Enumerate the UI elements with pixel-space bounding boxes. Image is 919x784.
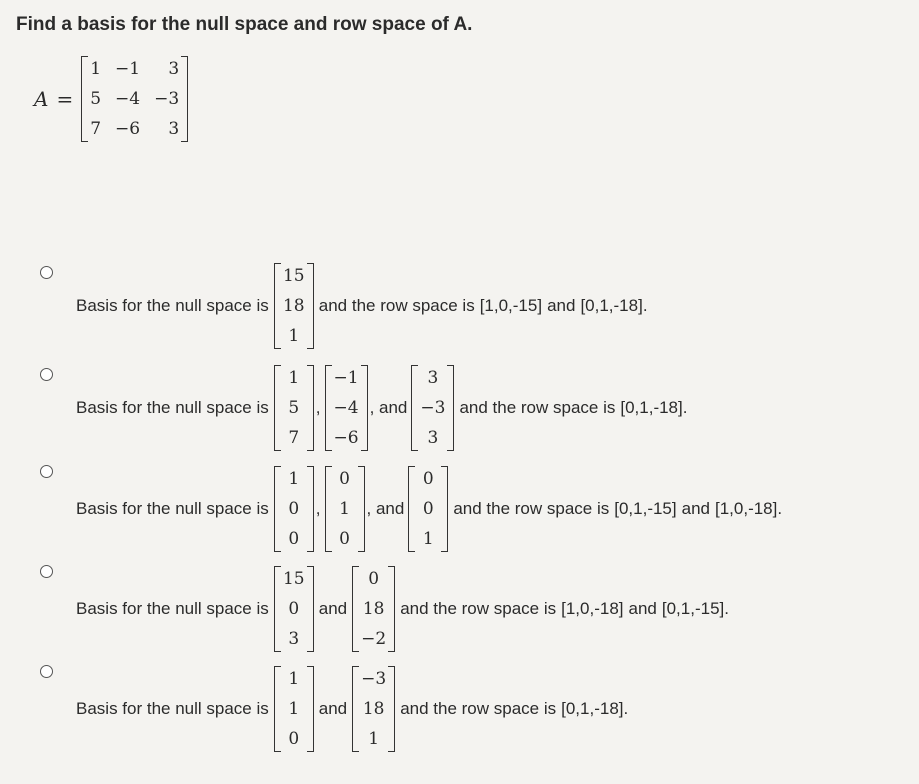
row-space-vector: [1,0,-15] [479,296,543,315]
matrix-cell: 1 [90,59,102,79]
vector-entry: 15 [282,569,305,589]
matrix-cell: −4 [115,89,141,109]
vector-separator: , and [369,398,408,417]
matrix-a [81,56,188,142]
sentence-end: . [642,296,648,315]
vector-entry: −3 [420,398,446,418]
vector-entry: 15 [282,266,305,286]
matrix-cell: 7 [90,119,102,139]
matrix-cell: −3 [154,89,180,109]
vector-separator: , [315,398,321,417]
vector-entry: 1 [288,326,300,346]
row-space-vector: [0,1,-15] [614,499,677,518]
row-joiner: and [681,499,710,518]
null-space-vector [274,666,314,752]
option-suffix: and the row space is [459,398,616,417]
vector-entry: 3 [427,368,439,388]
sentence-end: . [682,398,688,417]
null-space-vector [274,263,314,349]
option-prefix: Basis for the null space is [76,599,269,618]
sentence-end: . [623,699,629,718]
vector-entry: 18 [362,599,385,619]
matrix-cell: −1 [115,59,141,79]
matrix-cell: 3 [168,59,180,79]
vector-entry: 0 [422,469,434,489]
option-prefix: Basis for the null space is [76,398,269,417]
vector-entry: 1 [288,469,300,489]
row-joiner: and [547,296,576,315]
vector-entry: −4 [333,398,359,418]
vector-entry: 0 [339,469,350,489]
null-space-vector [274,466,314,552]
row-space-vector: [0,1,-18] [561,699,624,718]
vector-separator: and [318,699,348,718]
sentence-end: . [777,499,783,518]
option-5[interactable] [40,661,628,757]
option-suffix: and the row space is [400,599,557,618]
null-space-vector [274,365,314,451]
vector-entry: 1 [368,729,380,749]
option-prefix: Basis for the null space is [76,296,269,315]
vector-entry: 18 [362,699,385,719]
null-space-vector [325,365,368,451]
radio-button[interactable] [40,266,53,279]
vector-entry: 0 [288,529,300,549]
matrix-cell: −6 [115,119,141,139]
matrix-definition [34,56,188,142]
option-prefix: Basis for the null space is [76,499,269,518]
option-3[interactable] [40,461,782,557]
vector-entry: 0 [339,529,350,549]
vector-entry: −1 [333,368,359,388]
vector-entry: 1 [288,669,300,689]
vector-entry: 1 [288,368,300,388]
row-space-vector: [0,1,-18] [620,398,683,417]
null-space-vector [274,566,314,652]
vector-entry: 1 [339,499,350,519]
option-2[interactable] [40,360,687,456]
radio-button[interactable] [40,465,53,478]
row-space-vector: [0,1,-15] [661,599,725,618]
vector-entry: −2 [361,629,387,649]
option-suffix: and the row space is [318,296,475,315]
vector-entry: 5 [288,398,300,418]
radio-button[interactable] [40,368,53,381]
radio-button[interactable] [40,665,53,678]
vector-separator: , and [366,499,405,518]
vector-entry: 1 [288,699,300,719]
vector-entry: 18 [282,296,305,316]
matrix-cell: 3 [168,119,180,139]
option-suffix: and the row space is [400,699,557,718]
vector-entry: −3 [361,669,387,689]
radio-button[interactable] [40,565,53,578]
row-joiner: and [628,599,657,618]
null-space-vector [325,466,365,552]
vector-entry: 7 [288,428,300,448]
vector-entry: −6 [333,428,359,448]
option-prefix: Basis for the null space is [76,699,269,718]
option-suffix: and the row space is [453,499,610,518]
sentence-end: . [724,599,729,618]
vector-entry: 0 [422,499,434,519]
vector-entry: 0 [288,599,300,619]
vector-entry: 3 [288,629,300,649]
matrix-cell: 5 [90,89,102,109]
row-space-vector: [1,0,-18] [714,499,778,518]
vector-entry: 0 [288,729,300,749]
matrix-name: A [34,87,49,111]
row-space-vector: [1,0,-18] [561,599,624,618]
null-space-vector [408,466,448,552]
equals-sign: = [56,87,74,111]
vector-entry: 0 [368,569,380,589]
vector-entry: 3 [427,428,439,448]
null-space-vector [352,666,395,752]
option-1[interactable] [40,258,648,354]
vector-separator: and [318,599,348,618]
vector-entry: 1 [422,529,434,549]
null-space-vector [352,566,395,652]
vector-separator: , [315,499,321,518]
row-space-vector: [0,1,-18] [580,296,643,315]
option-4[interactable] [40,561,729,657]
null-space-vector [411,365,454,451]
question-text: Find a basis for the null space and row space of A. [16,14,473,35]
vector-entry: 0 [288,499,300,519]
